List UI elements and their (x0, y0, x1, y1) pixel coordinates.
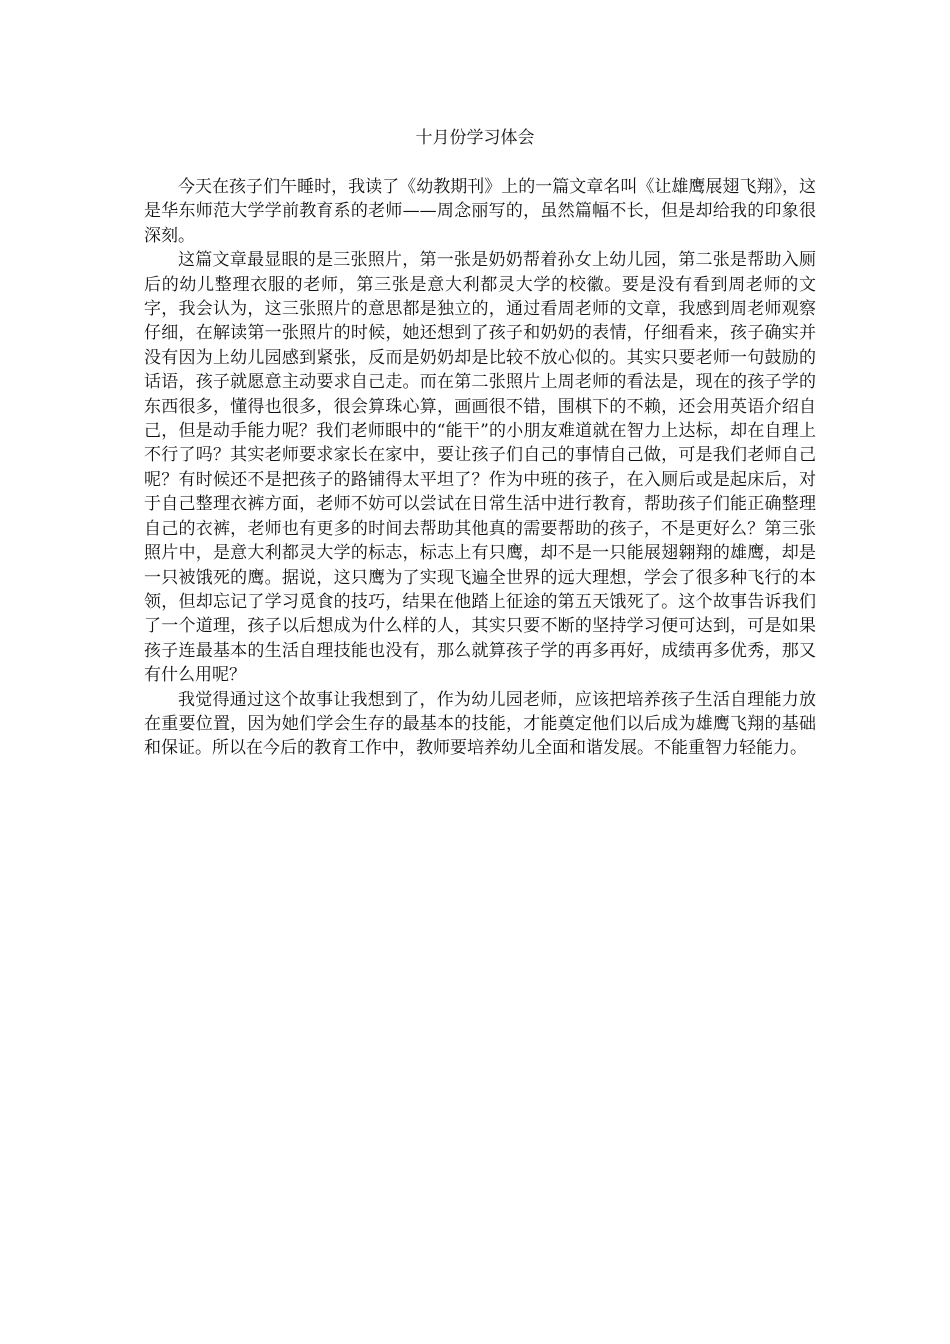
paragraph-intro: 今天在孩子们午睡时，我读了《幼教期刊》上的一篇文章名叫《让雄鹰展翅飞翔》，这是华东师范大学学前教育系的老师——周念丽写的，虽然篇幅不长，但是却给我的印象很深刻。 (144, 177, 816, 246)
paragraph-conclusion: 我觉得通过这个故事让我想到了，作为幼儿园老师，应该把培养孩子生活自理能力放在重要位置，因为她们学会生存的最基本的技能，才能奠定他们以后成为雄鹰飞翔的基础和保证。所以在今后的教育工作中，教师要培养幼儿全面和谐发展。不能重智力轻能力。 (144, 689, 816, 759)
document-title: 十月份学习体会 (415, 128, 535, 148)
paragraph-main: 这篇文章最显眼的是三张照片，第一张是奶奶帮着孙女上幼儿园，第二张是帮助入厕后的幼儿整理衣服的老师，第三张是意大利都灵大学的校徽。要是没有看到周老师的文字，我会认为，这三张照片的意思都是独立的，通过看周老师的文章，我感到周老师观察仔细，在解读第一张照片的时候，她还想到了孩子和奶奶的表情，仔细看来，孩子确实并没有因为上幼儿园感到紧张，反而是奶奶却是比较不放心似的。其实只要老师一句鼓励的话语，孩子就愿意主动要求自己走。而在第二张照片上周老师的看法是，现在的孩子学的东西很多，懂得也很多，很会算珠心算，画画很不错，围棋下的不赖，还会用英语介绍自己，但是动手能力呢？我们老师眼中的“能干”的小朋友难道就在智力上达标，却在自理上不行了吗？其实老师要求家长在家中，要让孩子们自己的事情自己做，可是我们老师自己呢？有时候还不是把孩子的路铺得太平坦了？作为中班的孩子，在入厕后或是起床后，对于自己整理衣裤方面，老师不妨可以尝试在日常生活中进行教育，帮助孩子们能正确整理自己的衣裤，老师也有更多的时间去帮助其他真的需要帮助的孩子，不是更好么？第三张照片中，是意大利都灵大学的标志，标志上有只鹰，却不是一只能展翅翱翔的雄鹰，却是一只被饿死的鹰。据说，这只鹰为了实现飞遍全世界的远大理想，学会了很多种飞行的本领，但却忘记了学习觅食的技巧，结果在他踏上征途的第五天饿死了。这个故事告诉我们了一个道理，孩子以后想成为什么样的人，其实只要不断的坚持学习便可达到，可是如果孩子连最基本的生活自理技能也没有，那么就算孩子学的再多再好，成绩再多优秀，那又有什么用呢？ (144, 250, 816, 686)
document-body (144, 175, 816, 761)
